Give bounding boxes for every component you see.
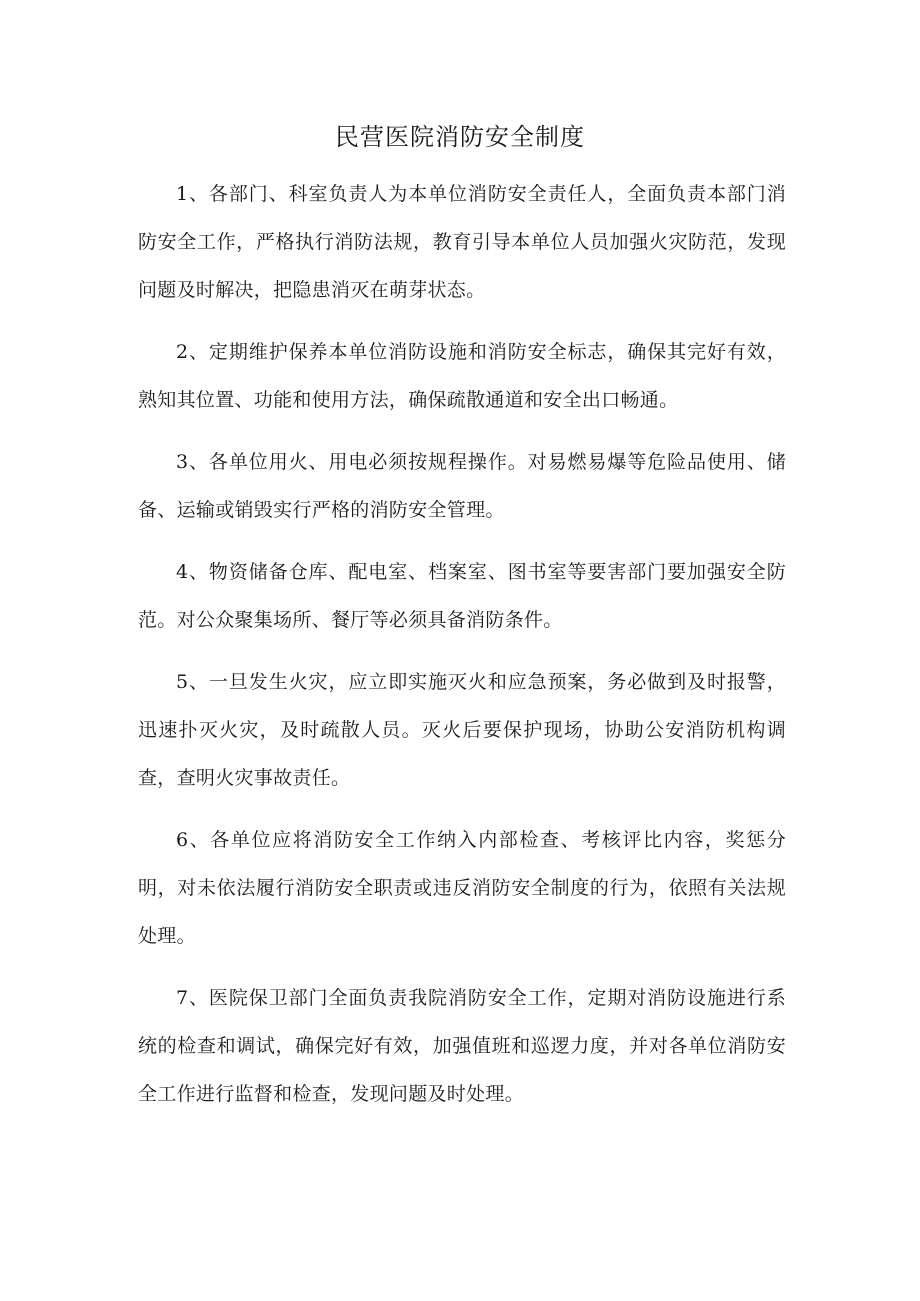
paragraph-7: 7、医院保卫部门全面负责我院消防安全工作，定期对消防设施进行系统的检查和调试，确保完好有效，加强值班和巡逻力度，并对各单位消防安全工作进行监督和检查，发现问题及时处理。 [138,987,786,1105]
paragraph-3: 3、各单位用火、用电必须按规程操作。对易燃易爆等危险品使用、储备、运输或销毁实行严格的消防安全管理。 [138,451,786,521]
paragraph-5: 5、一旦发生火灾，应立即实施灭火和应急预案，务必做到及时报警，迅速扑灭火灾，及时疏散人员。灭火后要保护现场，协助公安消防机构调查，查明火灾事故责任。 [138,671,786,789]
paragraph-6: 6、各单位应将消防安全工作纳入内部检查、考核评比内容，奖惩分明，对未依法履行消防安全职责或违反消防安全制度的行为，依照有关法规处理。 [138,829,786,947]
document-title: 民营医院消防安全制度 [335,123,585,151]
paragraph-2: 2、定期维护保养本单位消防设施和消防安全标志，确保其完好有效，熟知其位置、功能和使用方法，确保疏散通道和安全出口畅通。 [138,341,786,411]
paragraph-1: 1、各部门、科室负责人为本单位消防安全责任人，全面负责本部门消防安全工作，严格执行消防法规，教育引导本单位人员加强火灾防范，发现问题及时解决，把隐患消灭在萌芽状态。 [138,183,786,301]
document-body [138,170,786,1132]
paragraph-4: 4、物资储备仓库、配电室、档案室、图书室等要害部门要加强安全防范。对公众聚集场所、餐厅等必须具备消防条件。 [138,561,786,631]
